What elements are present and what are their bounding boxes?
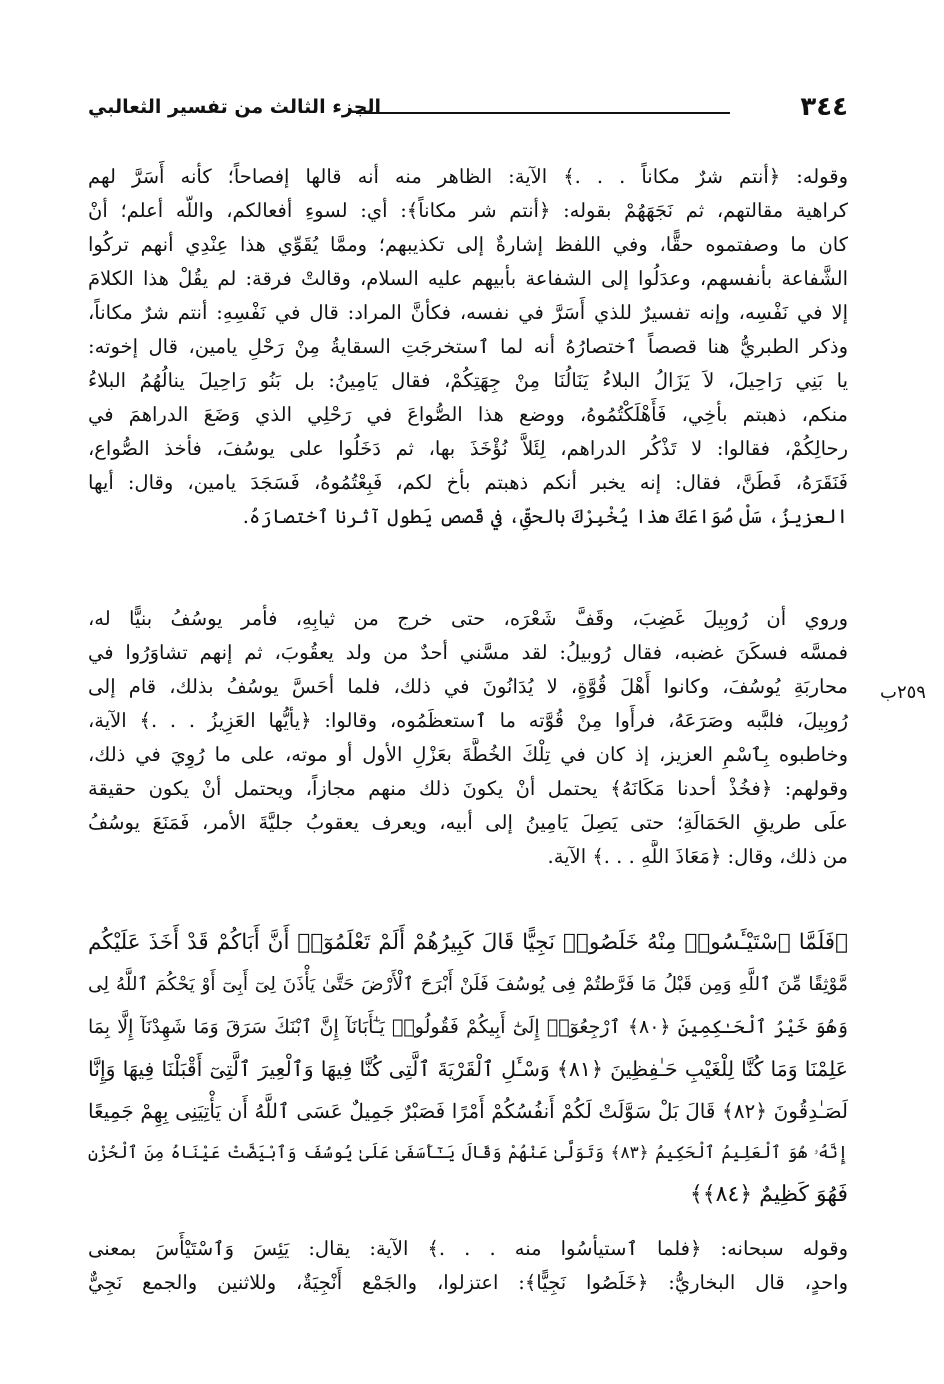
quran-line: لَصَـٰدِقُونَ ﴿٨٢﴾ قَالَ بَلْ سَوَّلَتْ لَكُمْ أَنفُسُكُمْ أَمْرًا فَصَبْرٌ جَمِيلٌ عَسَى ٱللَّهُ أَن يَأْتِيَنِى بِهِمْ جَمِيعًا [88, 1099, 848, 1123]
text-line: وقولهم: ﴿فخُذْ أحدنا مَكَانَهُ﴾ يحتمل أنْ يكونَ ذلك منهم مجازاً، ويحتمل أنْ يكون حقيقة [88, 777, 848, 800]
paragraph-2 [88, 602, 848, 874]
page-number: ٣٤٤ [800, 92, 848, 122]
text-line: رُوبِيلَ، فلبَّبه وصَرَعَهُ، فرأَوا مِنْ قُوَّته ما ٱستعظَمُوه، وقالوا: ﴿يأيُّها العَزِيزُ . . .﴾ الآية، [88, 709, 848, 732]
text-line: رحالِكُمْ، فقالوا: لا تَذْكُر الدراهم، لِئَلاَّ نُؤْخَذَ بها، ثم دَخَلُوا على يوسُفَ، فأخذ الصُّواع، [88, 437, 848, 460]
quran-line: وَهُوَ خَيْرُ ٱلْحَـٰكِمِينَ ﴿٨٠﴾ ٱرْجِعُوٓا۟ إِلَىٰٓ أَبِيكُمْ فَقُولُوا۟ يَـٰٓأَبَانَآ إِنَّ ٱبْنَكَ سَرَقَ وَمَا شَهِدْنَآ إِلَّا بِمَا [88, 1016, 848, 1038]
text-line: وخاطبوه بِٱسْمِ العزيز، إذ كان في تِلْكَ الخُطَّةَ بعَزْلِ الأول أو موته، على ما رُوِيَ في ذلك، [88, 743, 848, 766]
text-line: علَى طريقِ الحَمَالَةِ؛ حتى يَصِلَ يَامِينُ إلى أبيه، ويعرف يعقوبُ جليَّةَ الأمر، فَمَنَعَ يوسُفُ [88, 811, 848, 834]
text-line: وقوله: ﴿أنتم شرٌ مكاناً . . .﴾ الآية: الظاهر منه أنه قالها إفصاحاً؛ كأنه أَسَرَّ لهم [88, 165, 848, 188]
text-line: فمسَّه فسكَنَ غضبه، فقال رُوبيلُ: لقد مسَّني أحدٌ من ولد يعقُوبَ، ثم إنهم تشاوَرُوا في [88, 641, 848, 664]
text-line: وذكر الطبريُّ هنا قصصاً ٱختصارُهُ أنه لما ٱستخرجَتِ السقايةُ مِنْ رَحْلِ يامين، قال إخوته: [88, 335, 848, 358]
quran-passage [88, 922, 848, 1216]
text-line: كان ما وصفتموه حقًّا، وفي اللفظ إشارةٌ إلى تكذيبهم؛ وممَّا يُقَوِّي هذا عِنْدِي أنهم تركُوا [88, 233, 848, 256]
quran-line: فَهُوَ كَظِيمٌ ﴿٨٤﴾﴾ [689, 1182, 848, 1207]
text-line: من ذلك، وقال: ﴿مَعَاذَ اللَّهِ . . .﴾ الآية. [547, 845, 848, 868]
text-line: واحدٍ، قال البخاريُّ: ﴿خَلَصُوا نَجِيًّا﴾: اعتزلوا، والجَمْع أَنْجِيَةٌ، وللاثنين والجمع نَجِيٌّ [88, 1271, 848, 1294]
quran-line: ﴿فَلَمَّا ٱسْتَيْـَٔسُوا۟ مِنْهُ خَلَصُوا۟ نَجِيًّا قَالَ كَبِيرُهُمْ أَلَمْ تَعْلَمُوٓا۟ أَنَّ أَبَاكُمْ قَدْ أَخَذَ عَلَيْكُم [88, 930, 848, 955]
text-line: الشَّفاعة بأنفسهم، وعدَلُوا إلى الشفاعة بأبيهم عليه السلام، وقالتْ فرقة: لم يقُلْ هذا الكلامَ [88, 267, 848, 290]
paragraph-1 [88, 160, 848, 534]
text-line: إلا في نَفْسِه، وإنه تفسيرٌ للذي أَسَرَّ في نفسه، فكأنَّ المراد: قال في نَفْسِهِ: أنتم شرٌ مكاناً، [88, 301, 848, 324]
text-line: فَنَقَرَهُ، فَطَنَّ، فقال: إنه يخبر أنكم ذهبتم بأخ لكم، فَبِعْتُمُوهُ، فَسَجَدَ يامين، وقال: أيها [88, 471, 848, 494]
quran-line: عَلِمْنَا وَمَا كُنَّا لِلْغَيْبِ حَـٰفِظِينَ ﴿٨١﴾ وَسْـَٔلِ ٱلْقَرْيَةَ ٱلَّتِى كُنَّا فِيهَا وَٱلْعِيرَ ٱلَّتِىٓ أَقْبَلْنَا فِيهَا وَإِنَّا [88, 1057, 848, 1081]
text-line: منكم، ذهبتم بأخِي، فَأَهْلَكْتُمُوهُ، ووضع هذا الصُّواعَ في رَحْلِي الذي وَضَعَ الدراهمَ في [88, 403, 848, 426]
quran-line: إِنَّهُۥ هُوَ ٱلْعَلِيمُ ٱلْحَكِيمُ ﴿٨٣﴾ وَتَوَلَّىٰ عَنْهُمْ وَقَالَ يَـٰٓأَسَفَىٰ عَلَىٰ يُوسُفَ وَٱبْيَضَّتْ عَيْنَاهُ مِنَ ٱلْحُزْنِ [88, 1143, 848, 1163]
quran-line: مَّوْثِقًا مِّنَ ٱللَّهِ وَمِن قَبْلُ مَا فَرَّطتُمْ فِى يُوسُفَ فَلَنْ أَبْرَحَ ٱلْأَرْضَ حَتَّىٰ يَأْذَنَ لِىٓ أَبِىٓ أَوْ يَحْكُمَ ٱللَّهُ لِى [88, 974, 848, 995]
margin-folio-note: ٢٥٩ب [880, 682, 926, 703]
text-line: وروي أن رُوبِيلَ غَضِبَ، وقَفَّ شَعْرَه، حتى خرج من ثيابِهِ، فأمر يوسُفُ بنيًّا له، [88, 607, 848, 630]
header-rule [356, 112, 730, 114]
text-line: وقوله سبحانه: ﴿فلما ٱستيأسُوا منه . . .﴾ الآية: يقال: يَئِسَ وَٱسْتَيْأَسَ بمعنى [88, 1237, 848, 1260]
text-line: محاربَةِ يُوسُفَ، وكانوا أَهْلَ قُوَّةٍ، لا يُدَانُونَ في ذلك، فلما أحَسَّ يوسُفُ بذلك، قام إلى [88, 675, 848, 698]
text-line: كراهية مقالتهم، ثم نَجَهَهُمْ بقوله: ﴿أنتم شر مكاناً﴾: أي: لسوءِ أفعالكم، واللّه أعلم؛ أنْ [88, 199, 848, 222]
paragraph-3 [88, 1232, 848, 1300]
text-line: العزيزُ، سَلْ صُوَاعَكَ هذا يُخْبِرْكَ بالحقِّ، في قَصص يَطول آثرنا ٱختصارَهُ. [242, 505, 848, 528]
text-line: يا بَنِي رَاحِيلَ، لاَ يَزَالُ البلاءُ يَنَالُنَا مِنْ جِهَتِكُمْ، فقال يَامِينُ: بل بَنُو رَاحِيلَ ينالُهُمُ البلاءُ [88, 369, 848, 392]
running-title: الجزء الثالث من تفسير الثعالبي [88, 96, 382, 118]
page-header [88, 92, 848, 132]
